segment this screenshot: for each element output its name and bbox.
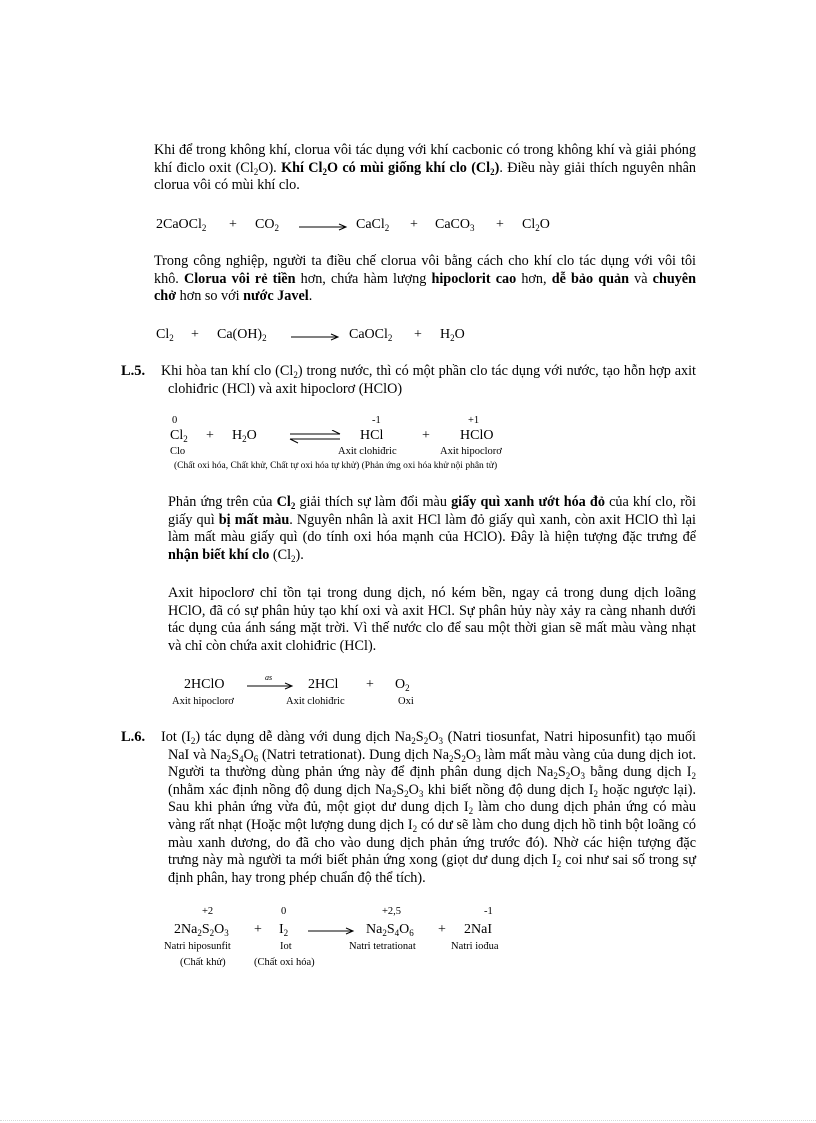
reaction-arrow-icon xyxy=(291,333,341,341)
paragraph-clorua-voi-air: Khi để trong không khí, clorua vôi tác dụng với khí cacbonic có trong không khí và giải phóng khí điclo oxit $(Cl_2O)$. Khí $Cl_2O$ có mùi giống khí clo $(Cl_2)$. Điều này giải thích nguyên nhân clorua vôi có mùi khí clo. xyxy=(154,142,696,194)
reaction-arrow-icon xyxy=(247,682,295,690)
paragraph-litmus: Phản ứng trên của $Cl_2$ giải thích sự làm đổi màu giấy quì xanh ướt hóa đỏ của khí clo, rồi giấy quì bị mất màu. Nguyên nhân là axit HCl làm đỏ giấy quì xanh, còn axit HClO thì lại làm mất màu giấy quì (do tính oxi hóa mạnh của HClO). Đây là hiện tượng đặc trưng để nhận biết khí clo $(Cl_2)$. xyxy=(168,494,696,564)
equilibrium-arrow-icon xyxy=(288,430,342,444)
paragraph-hclo-decomposition: Axit hipoclorơ chỉ tồn tại trong dung dịch, nó kém bền, ngay cả trong dung dịch loãng HClO, đã có sự phân hủy tạo khí oxi và axit HCl. Sự phân hủy này xảy ra càng nhanh dưới tác dụng của ánh sáng mặt trời. Vì thế nước clo để sau một thời gian sẽ mất màu vàng nhạt và chỉ còn chứa axit clohiđric (HCl). xyxy=(168,585,696,654)
reaction-arrow-icon xyxy=(308,927,356,935)
section-label-l6: L.6. xyxy=(121,729,146,745)
paragraph-industrial: Trong công nghiệp, người ta điều chế clorua vôi bằng cách cho khí clo tác dụng với vôi tôi khô. Clorua vôi rẻ tiền hơn, chứa hàm lượng hipoclorit cao hơn, dễ bảo quản và chuyên chở hơn so với nước Javel. xyxy=(154,253,696,305)
paragraph-l6: Iot $(I_2)$ tác dụng dễ dàng với dung dịch $Na_2S_2O_3$ (Natri tiosunfat, Natri hiposunfit) tạo muối NaI và $Na_2S_4O_6$ (Natri tetrationat). Dung dịch $Na_2S_2O_3$ làm mất màu vàng của dung dịch iot. Người ta thường dùng phản ứng này để định phân dung dịch $Na_2S_2O_3$ bằng dung dịch $I_2$ (nhằm xác định nồng độ dung dịch $Na_2S_2O_3$ khi biết nồng độ dung dịch $I_2$ hoặc ngược lại). Sau khi phản ứng vừa đủ, một giọt dư dung dịch $I_2$ làm cho dung dịch phản ứng có màu vàng rất nhạt (Hoặc một lượng dung dịch $I_2$ có dư sẽ làm cho dung dịch hồ tinh bột loãng có màu xanh dương, do đã cho vào dung dịch phản ứng trước đó). Nhờ các hiện tượng đặc trưng này mà người ta mới biết phản ứng xong (giọt dư dung dịch $I_2$ coi như sai số trong sự định phân, hay trong phép chuẩn độ thể tích). xyxy=(161,729,697,886)
reaction-arrow-icon xyxy=(299,223,349,231)
paragraph-l5: Khi hòa tan khí clo $(Cl_2)$ trong nước, thì có một phần clo tác dụng với nước, tạo hỗn hợp axit clohiđric (HCl) và axit hipoclorơ (HClO) xyxy=(161,363,696,397)
section-label-l5: L.5. xyxy=(121,363,146,379)
page-bottom-border xyxy=(0,1120,816,1121)
